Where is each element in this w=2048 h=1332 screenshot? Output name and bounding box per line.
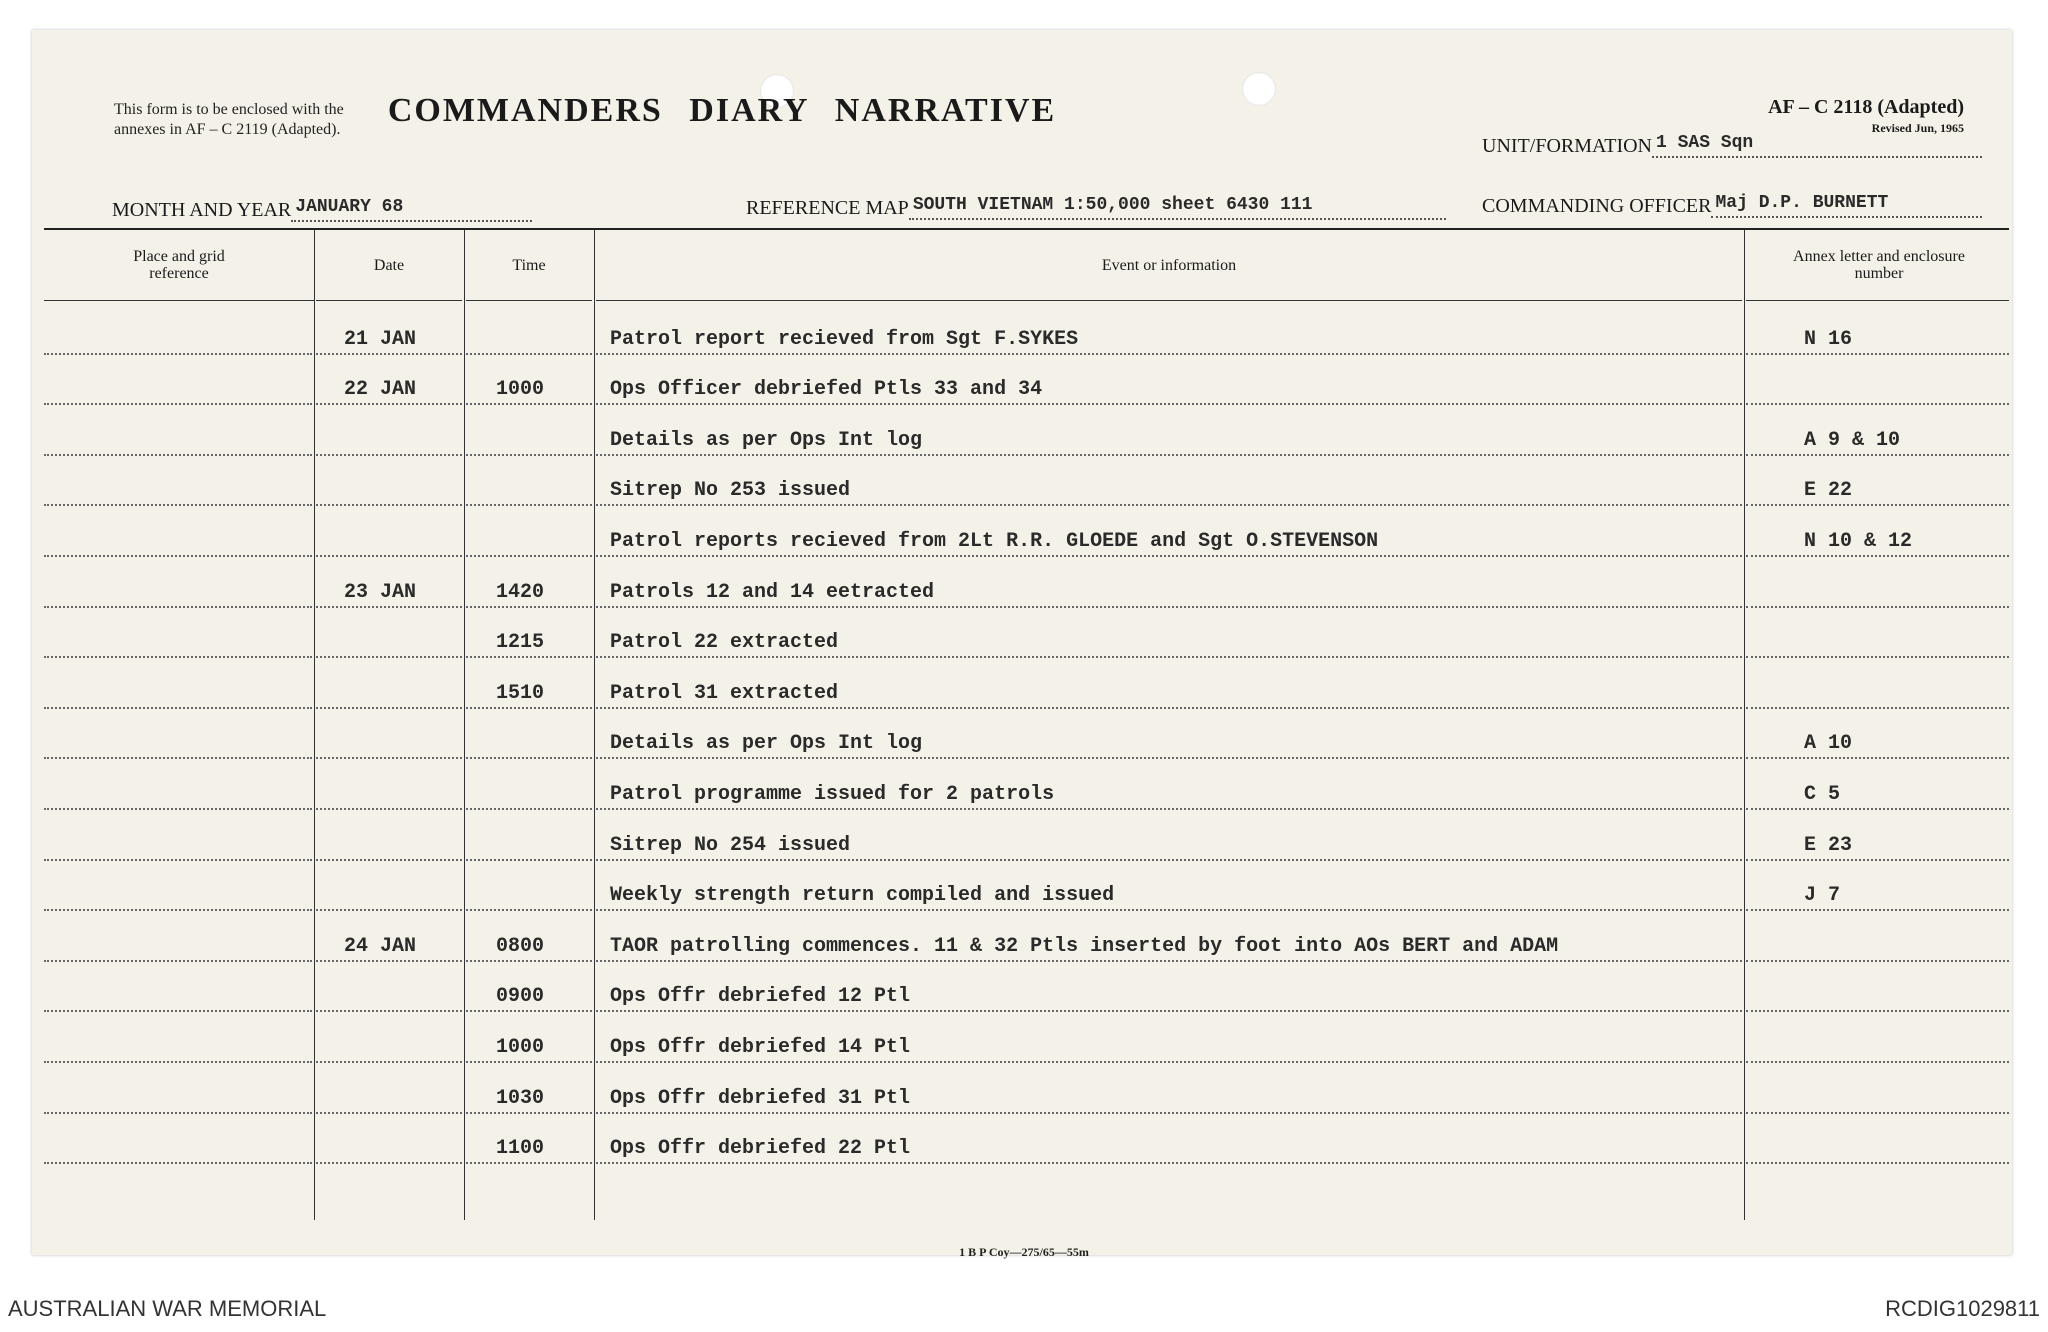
header-rule — [596, 300, 1742, 301]
reference-map-value: SOUTH VIETNAM 1:50,000 sheet 6430 111 — [909, 192, 1446, 220]
row-event: Patrols 12 and 14 eetracted — [610, 580, 935, 604]
column-header-annex: Annex letter and enclosure number — [1793, 248, 1965, 282]
table-row — [44, 557, 2009, 608]
diary-table — [44, 228, 2009, 1220]
row-dotted-rule — [44, 1162, 312, 1164]
row-event: Ops Offr debriefed 14 Ptl — [610, 1035, 911, 1059]
table-row — [44, 506, 2009, 557]
row-time: 1510 — [496, 681, 545, 705]
row-annex: A 10 — [1804, 732, 1853, 756]
form-sheet — [32, 30, 2012, 1259]
row-event: Weekly strength return compiled and issued — [610, 884, 1115, 908]
reference-map-field — [746, 192, 1446, 220]
month-year-label: MONTH AND YEAR — [112, 199, 292, 221]
table-row — [44, 405, 2009, 456]
row-event: Sitrep No 254 issued — [610, 833, 851, 857]
table-row — [44, 304, 2009, 355]
row-event: Patrol 31 extracted — [610, 681, 839, 705]
row-event: Ops Offr debriefed 22 Ptl — [610, 1137, 911, 1161]
row-date: 21 JAN — [344, 327, 417, 351]
month-year-field — [112, 194, 532, 222]
row-time: 0800 — [496, 934, 545, 958]
column-header-place: Place and grid reference — [133, 248, 225, 282]
table-row — [44, 456, 2009, 507]
commanding-officer-value: Maj D.P. BURNETT — [1711, 190, 1982, 218]
column-header-event: Event or information — [1101, 256, 1237, 274]
row-event: TAOR patrolling commences. 11 & 32 Ptls inserted by foot into AOs BERT and ADAM — [610, 934, 1559, 958]
month-year-value: JANUARY 68 — [291, 194, 532, 222]
row-time: 1030 — [496, 1086, 545, 1110]
row-event: Ops Offr debriefed 12 Ptl — [610, 985, 911, 1009]
table-row — [44, 810, 2009, 861]
row-dotted-rule — [596, 1162, 1742, 1164]
row-date: 24 JAN — [344, 934, 417, 958]
unit-formation-value: 1 SAS Sqn — [1652, 130, 1982, 158]
credit-left: AUSTRALIAN WAR MEMORIAL — [8, 1296, 327, 1321]
row-time: 1215 — [496, 631, 545, 655]
row-event: Details as per Ops Int log — [610, 428, 923, 452]
row-date: 23 JAN — [344, 580, 417, 604]
row-time: 1100 — [496, 1137, 545, 1161]
row-time: 1000 — [496, 378, 545, 402]
form-number: AF – C 2118 (Adapted) — [1768, 96, 1964, 118]
enclosure-note-line1: This form is to be enclosed with the — [114, 101, 344, 118]
table-row — [44, 1012, 2009, 1063]
enclosure-note-line2: annexes in AF – C 2119 (Adapted). — [114, 121, 341, 138]
punch-hole-right — [1242, 72, 1276, 106]
row-event: Patrol programme issued for 2 patrols — [610, 782, 1055, 806]
commanding-officer-field — [1482, 190, 1982, 218]
row-dotted-rule — [1746, 1162, 2009, 1164]
table-row — [44, 861, 2009, 912]
row-annex: J 7 — [1804, 884, 1841, 908]
column-header-time: Time — [512, 256, 546, 274]
row-time: 1000 — [496, 1035, 545, 1059]
credit-right: RCDIG1029811 — [1885, 1296, 2040, 1321]
table-row — [44, 1063, 2009, 1114]
row-event: Details as per Ops Int log — [610, 732, 923, 756]
row-annex: N 16 — [1804, 327, 1853, 351]
row-dotted-rule — [316, 1162, 462, 1164]
table-row — [44, 355, 2009, 406]
table-row — [44, 1114, 2009, 1165]
table-row — [44, 911, 2009, 962]
row-annex: C 5 — [1804, 782, 1841, 806]
unit-formation-field — [1482, 130, 1982, 158]
form-title: COMMANDERS DIARY NARRATIVE — [387, 92, 1057, 129]
row-dotted-rule — [466, 1162, 592, 1164]
revised-date: Revised Jun, 1965 — [1871, 121, 1964, 135]
row-time: 0900 — [496, 985, 545, 1009]
header-rule — [44, 300, 314, 301]
header-rule — [466, 300, 592, 301]
row-date: 22 JAN — [344, 378, 417, 402]
table-row — [44, 962, 2009, 1013]
reference-map-label: REFERENCE MAP — [746, 197, 909, 219]
row-event: Patrol report recieved from Sgt F.SYKES — [610, 327, 1079, 351]
table-row — [44, 658, 2009, 709]
row-annex: A 9 & 10 — [1804, 428, 1901, 452]
row-event: Patrol 22 extracted — [610, 631, 839, 655]
table-row — [44, 709, 2009, 760]
print-code: 1 B P Coy—275/65—55m — [959, 1245, 1089, 1259]
row-annex: E 23 — [1804, 833, 1853, 857]
header-rule — [316, 300, 462, 301]
row-event: Ops Offr debriefed 31 Ptl — [610, 1086, 911, 1110]
table-row — [44, 759, 2009, 810]
header-rule — [1746, 300, 2009, 301]
row-event: Ops Officer debriefed Ptls 33 and 34 — [610, 378, 1043, 402]
column-header-date: Date — [373, 256, 405, 274]
table-row — [44, 608, 2009, 659]
unit-formation-label: UNIT/FORMATION — [1482, 135, 1652, 157]
commanding-officer-label: COMMANDING OFFICER — [1482, 195, 1712, 217]
row-annex: N 10 & 12 — [1804, 529, 1913, 553]
row-event: Patrol reports recieved from 2Lt R.R. GLOEDE and Sgt O.STEVENSON — [610, 529, 1379, 553]
row-annex: E 22 — [1804, 479, 1853, 503]
row-event: Sitrep No 253 issued — [610, 479, 851, 503]
row-time: 1420 — [496, 580, 545, 604]
